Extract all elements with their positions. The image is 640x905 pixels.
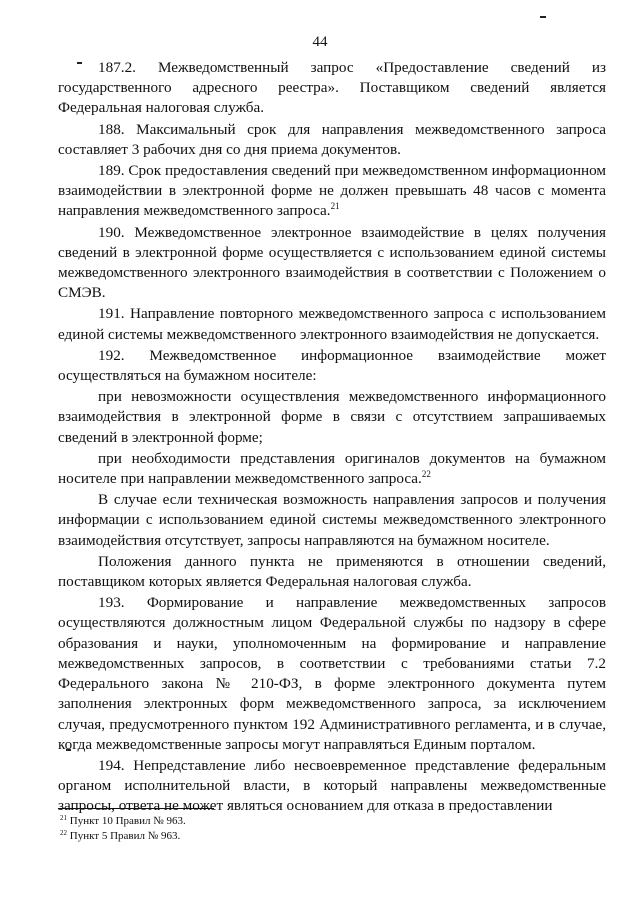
footnote-divider bbox=[58, 808, 214, 809]
page-number: 44 bbox=[312, 34, 328, 50]
paragraph-191: 191. Направление повторного межведомственного запроса с использованием единой системы межведомственного электронного взаимодействия не допускается. bbox=[58, 305, 606, 343]
paragraph-exception: Положения данного пункта не применяются в отношении сведений, поставщиком которых является Федеральная налоговая служба. bbox=[58, 552, 606, 591]
footnote-ref-21: 21 bbox=[330, 201, 340, 212]
footnotes bbox=[60, 814, 600, 844]
document-body bbox=[58, 58, 606, 817]
footnote-ref-22: 22 bbox=[421, 469, 431, 480]
footnote-22: $^{22}$ Пункт 5 Правил № 963. bbox=[60, 829, 181, 842]
paragraph-188: 188. Максимальный срок для направления межведомственного запроса составляет 3 рабочих дня со дня приема документов. bbox=[58, 120, 606, 158]
paragraph-194: 194. Непредставление либо несвоевременное представление федеральным органом исполнительной власти, в который направлены межведомственные запросы, ответа не может являться основанием для отказа в предоставлении bbox=[58, 756, 606, 815]
scan-speck bbox=[540, 16, 546, 18]
paragraph-190: 190. Межведомственное электронное взаимодействие в целях получения сведений в электронной форме осуществляется с использованием единой системы межведомственного электронного взаимодействия в соответствии с Положением о СМЭВ. bbox=[58, 223, 606, 302]
footnote-21: $^{21}$ Пункт 10 Правил № 963. bbox=[60, 814, 186, 827]
paragraph-paper-fallback: В случае если техническая возможность направления запросов и получения информации с использованием единой системы межведомственного электронного взаимодействия отсутствует, запросы направляются на бумажном носителе. bbox=[58, 491, 606, 549]
paragraph-192: 192. Межведомственное информационное взаимодействие может осуществляться на бумажном носителе: bbox=[58, 346, 606, 385]
paragraph-192-case-2: при необходимости представления оригиналов документов на бумажном носителе при направлении межведомственного запроса.$^{22}$ bbox=[58, 449, 606, 488]
paragraph-187-2: 187.2. Межведомственный запрос «Предоставление сведений из государственного адресного реестра». Поставщиком сведений является Федеральная налоговая служба. bbox=[58, 59, 606, 117]
paragraph-192-case-1: при невозможности осуществления межведомственного информационного взаимодействия в электронной форме в связи с отсутствием запрашиваемых сведений в электронной форме; bbox=[58, 388, 606, 446]
paragraph-193: 193. Формирование и направление межведомственных запросов осуществляются должностным лицом Федеральной службы по надзору в сфере образования и науки, уполномоченным на формирование и направление межведомственных запросов, в соответствии с требованиями статьи 7.2 Федерального закона № 210-ФЗ, в форме электронного документа путем заполнения электронных форм межведомственного запроса, за исключением случая, предусмотренного пунктом 192 Административного регламента, и в случае, когда межведомственные запросы могут направляться Единым порталом. bbox=[58, 594, 606, 753]
paragraph-189: 189. Срок предоставления сведений при межведомственном информационном взаимодействии в электронной форме не должен превышать 48 часов с момента направления межведомственного запроса.$^{21}$ bbox=[58, 162, 606, 220]
